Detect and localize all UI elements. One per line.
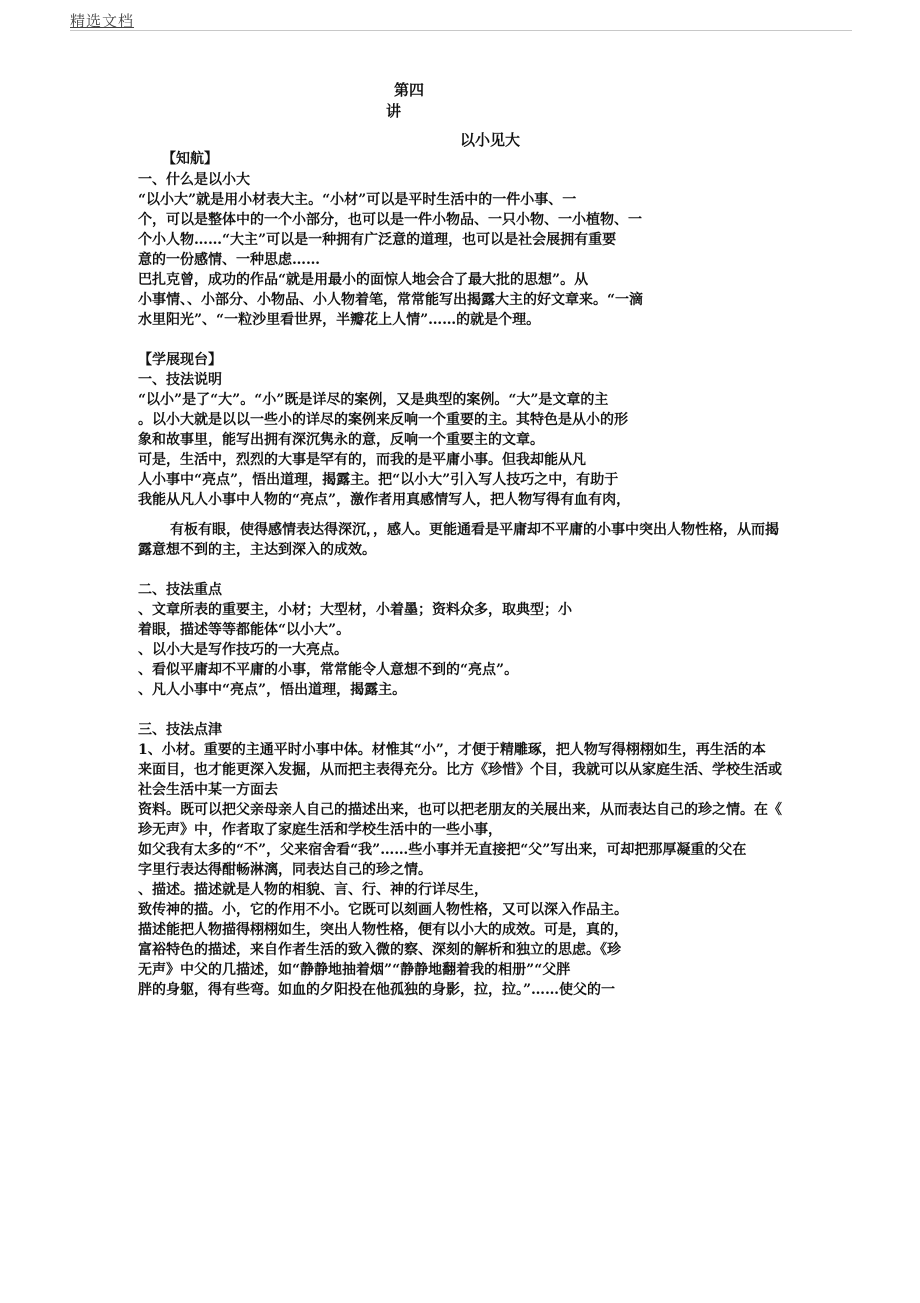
text-line: 个，可以是整体中的一个小部分，也可以是一件小物品、一只小物、一小植物、一 (138, 212, 642, 228)
text-line: 资料。既可以把父亲母亲人自己的描述出来，也可以把老朋友的关展出来，从而表达自己的珍之情。在《 (138, 802, 782, 818)
text-line: 、以小大是写作技巧的一大亮点。 (138, 642, 348, 658)
text-line: “以小大”就是用小材表大主。“小材”可以是平时生活中的一件小事、一 (138, 192, 577, 208)
text-line: “以小”是了“大”。“小”既是详尽的案例，又是典型的案例。“大”是文章的主 (138, 392, 609, 408)
text-line: 个小人物……“大主”可以是一种拥有广泛意的道理，也可以是社会展拥有重要 (138, 232, 617, 248)
text-line: 巴扎克曾，成功的作品“就是用最小的面惊人地会合了最大批的思想”。从 (138, 272, 589, 288)
text-line: 描述能把人物描得栩栩如生，突出人物性格，便有以小大的成效。可是，真的， (138, 922, 628, 938)
text-line: 。以小大就是以以一些小的详尽的案例来反响一个重要的主。其特色是从小的形 (138, 412, 628, 428)
text-line: 可是，生活中，烈烈的大事是罕有的，而我的是平庸小事。但我却能从凡 (138, 452, 586, 468)
text-line: 人小事中“亮点”，悟出道理，揭露主。把“以小大”引入写人技巧之中，有助于 (138, 472, 619, 488)
text-line: 、文章所表的重要主，小材；大型材，小着墨；资料众多，取典型；小 (138, 602, 572, 618)
section-heading-zhihang: 【知航】 (162, 151, 218, 167)
lecture-subtitle: 以小见大 (460, 131, 521, 149)
text-line: 、描述。描述就是人物的相貌、言、行、神的行详尽生， (138, 882, 488, 898)
text-line: 珍无声》中，作者取了家庭生活和学校生活中的一些小事， (138, 822, 502, 838)
text-line: 、凡人小事中“亮点”，悟出道理，揭露主。 (138, 682, 407, 698)
text-line: 象和故事里，能写出拥有深沉隽永的意，反响一个重要主的文章。 (138, 432, 544, 448)
text-line: 1、小材。重要的主通平时小事中体。材惟其“小”，才便于精雕琢，把人物写得栩栩如生，再生活的本 (138, 742, 766, 758)
text-line: 着眼，描述等等都能体“以小大”。 (138, 622, 351, 638)
lecture-title-part2: 讲 (386, 102, 402, 120)
text-line: 我能从凡人小事中人物的“亮点”，激作者用真感情写人，把人物写得有血有肉， (138, 492, 631, 508)
text-line: 有板有眼，使得感情表达得深沉，，感人。更能通看是平庸却不平庸的小事中突出人物性格，从而揭 (170, 522, 779, 538)
text-line: 如父我有太多的“不”，父来宿舍看“我”……些小事并无直接把“父”写出来，可却把那厚凝重的父在 (138, 842, 747, 858)
section-heading-xuezhan: 【学展现台】 (138, 352, 222, 368)
text-line: 水里阳光”、“一粒沙里看世界，半瓣花上人情”……的就是个理。 (138, 312, 541, 328)
text-line: 意的一份感情、一种思虑…… (138, 252, 320, 268)
text-line: 无声》中父的几描述，如“静静地抽着烟”“静静地翻着我的相册”“父胖 (138, 962, 571, 978)
text-line: 胖的身躯，得有些弯。如血的夕阳投在他孤独的身影，拉，拉。”……使父的一 (138, 982, 616, 998)
subsection-heading: 一、技法说明 (138, 372, 222, 388)
text-line: 来面目，也才能更深入发掘，从而把主表得充分。比方《珍惜》个目，我就可以从家庭生活、学校生活或 (138, 762, 782, 778)
header-divider (70, 30, 852, 31)
text-line: 露意想不到的主，主达到深入的成效。 (138, 542, 376, 558)
text-line: 富裕特色的描述，来自作者生活的致入微的察、深刻的解析和独立的思虑。《珍 (138, 942, 621, 958)
document-header-label: 精选文档 (70, 12, 135, 30)
lecture-title-part1: 第四 (394, 81, 425, 99)
text-line: 字里行表达得酣畅淋漓，同表达自己的珍之情。 (138, 862, 432, 878)
text-line: 小事情、、小部分、小物品、小人物着笔，常常能写出揭露大主的好文章来。“一滴 (138, 292, 644, 308)
subsection-heading: 二、技法重点 (138, 582, 222, 598)
text-line: 社会生活中某一方面去 (138, 782, 278, 798)
text-line: 、看似平庸却不平庸的小事，常常能令人意想不到的“亮点”。 (138, 662, 519, 678)
text-line: 致传神的描。小，它的作用不小。它既可以刻画人物性格，又可以深入作品主。 (138, 902, 628, 918)
subsection-heading: 三、技法点津 (138, 722, 222, 738)
text-line: 一、什么是以小大 (138, 172, 250, 188)
